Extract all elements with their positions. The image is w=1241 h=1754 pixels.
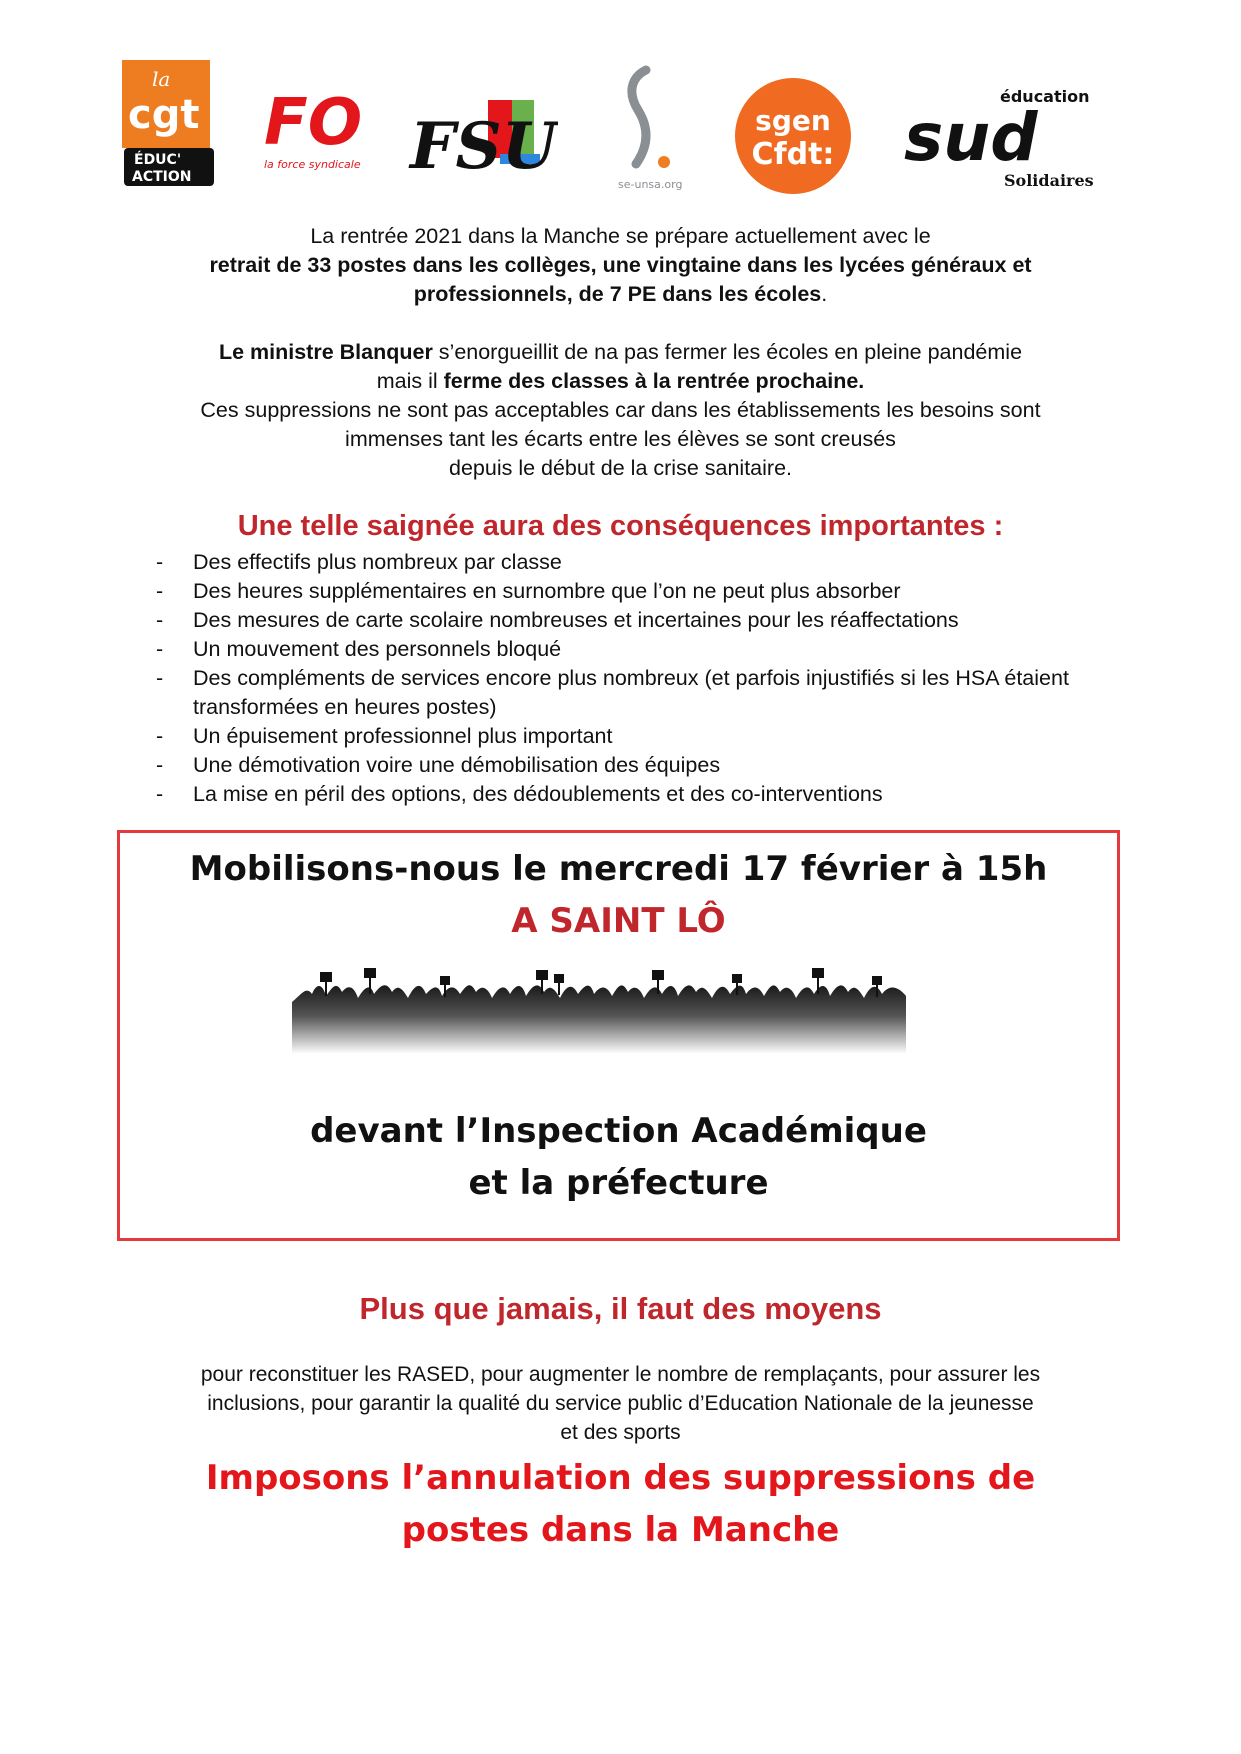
cgt-la: la bbox=[152, 67, 171, 91]
fo-logo bbox=[260, 80, 390, 180]
intro-paragraph bbox=[100, 222, 1141, 309]
mobilisation-where-1: devant l’Inspection Académique bbox=[310, 1111, 927, 1151]
moyens-paragraph bbox=[100, 1360, 1141, 1447]
cgt-logo bbox=[118, 58, 224, 188]
moyens-heading: Plus que jamais, il faut des moyens bbox=[359, 1291, 882, 1326]
mobilisation-title: Mobilisons-nous le mercredi 17 février à 15h bbox=[189, 849, 1048, 889]
closing-slogan bbox=[100, 1452, 1141, 1556]
minister-text: s’enorgueillit de na pas fermer les écoles en pleine pandémie bbox=[432, 340, 1023, 364]
list-item: - Un épuisement professionnel plus important bbox=[150, 722, 1150, 751]
list-item: - Une démotivation voire une démobilisation des équipes bbox=[150, 751, 1150, 780]
mais-il: mais il bbox=[376, 369, 444, 393]
list-item: - Des effectifs plus nombreux par classe bbox=[150, 548, 1150, 577]
sgen-cfdt-logo bbox=[728, 76, 858, 196]
fsu-letters: FSU bbox=[410, 109, 558, 182]
sgen-word: sgen bbox=[755, 104, 831, 137]
list-item: - Des compléments de services encore plus nombreux (et parfois injustifiés si les HSA étaient transformées en heures postes) bbox=[150, 664, 1123, 722]
list-item: - Des heures supplémentaires en surnombre que l’on ne peut plus absorber bbox=[150, 577, 1150, 606]
consequences-list bbox=[150, 548, 1150, 809]
intro-line-1: La rentrée 2021 dans la Manche se prépare actuellement avec le bbox=[310, 224, 931, 248]
list-item: - Des mesures de carte scolaire nombreuses et incertaines pour les réaffectations bbox=[150, 606, 1150, 635]
crowd-illustration bbox=[292, 964, 906, 1054]
mobilisation-where-2: et la préfecture bbox=[468, 1163, 769, 1203]
intro-bold-1: retrait de 33 postes dans les collèges, une vingtaine dans les lycées généraux et bbox=[209, 253, 1032, 277]
minister-name: Le ministre Blanquer bbox=[218, 340, 433, 364]
se-unsa-logo bbox=[610, 64, 690, 194]
moyens-line-1: pour reconstituer les RASED, pour augmenter le nombre de remplaçants, pour assurer les bbox=[200, 1363, 1041, 1386]
fo-tagline: la force syndicale bbox=[264, 158, 361, 171]
crise-line: depuis le début de la crise sanitaire. bbox=[448, 456, 792, 480]
cgt-action: ACTION bbox=[132, 169, 192, 185]
sud-word: sud bbox=[904, 99, 1038, 176]
consequences-heading: Une telle saignée aura des conséquences importantes : bbox=[237, 510, 1004, 542]
fo-letters: FO bbox=[264, 86, 363, 160]
sud-education: éducation bbox=[1000, 87, 1090, 106]
minister-paragraph bbox=[100, 338, 1141, 483]
sud-logo bbox=[900, 82, 1100, 192]
intro-bold-2: professionnels, de 7 PE dans les écoles bbox=[413, 282, 822, 306]
ferme-classes: ferme des classes à la rentrée prochaine. bbox=[443, 369, 865, 393]
moyens-line-3: et des sports bbox=[560, 1421, 681, 1444]
closing-line-1: Imposons l’annulation des suppressions de bbox=[205, 1458, 1036, 1498]
sud-solidaires: Solidaires bbox=[1004, 171, 1094, 190]
list-item: - La mise en péril des options, des dédoublements et des co-interventions bbox=[150, 780, 1150, 809]
fsu-logo bbox=[408, 92, 558, 182]
cgt-educ: ÉDUC' bbox=[134, 152, 182, 168]
moyens-line-2: inclusions, pour garantir la qualité du service public d’Education Nationale de la jeunesse bbox=[207, 1392, 1034, 1415]
immenses-line: immenses tant les écarts entre les élèves se sont creusés bbox=[345, 427, 896, 451]
cgt-word: cgt bbox=[128, 92, 200, 138]
suppressions-line: Ces suppressions ne sont pas acceptables car dans les établissements les besoins sont bbox=[200, 398, 1041, 422]
list-item: - Un mouvement des personnels bloqué bbox=[150, 635, 1150, 664]
se-unsa-url: se-unsa.org bbox=[618, 178, 683, 191]
cfdt-word: Cfdt: bbox=[751, 137, 835, 172]
mobilisation-place: A SAINT LÔ bbox=[511, 901, 726, 941]
closing-line-2: postes dans la Manche bbox=[401, 1510, 840, 1550]
intro-period: . bbox=[821, 282, 828, 306]
union-logos bbox=[110, 50, 1110, 200]
